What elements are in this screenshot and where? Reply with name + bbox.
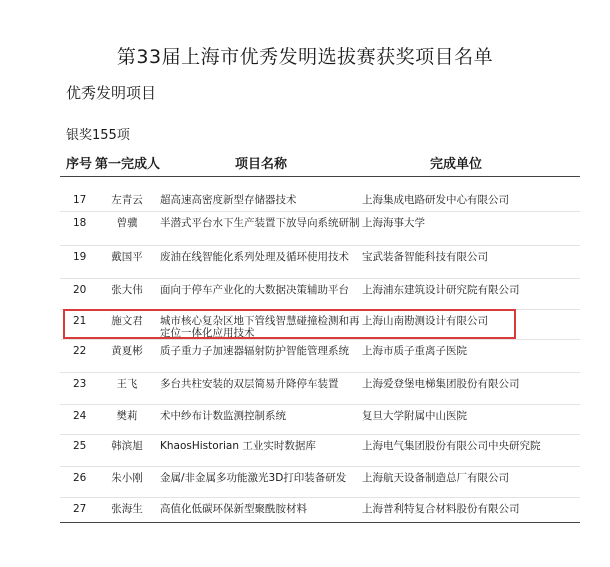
column-header-unit: 完成单位	[430, 157, 483, 172]
column-header-project: 项目名称	[235, 157, 288, 172]
row-separator	[60, 339, 580, 340]
row-person: 戴国平	[111, 251, 143, 263]
row-person: 樊莉	[116, 410, 138, 422]
highlight-box	[63, 309, 516, 339]
row-project: 城市核心复杂区地下管线智慧碰撞检测和再定位一体化应用技术	[160, 315, 360, 339]
row-project: 术中纱布计数监测控制系统	[160, 410, 286, 422]
row-person: 韩滨旭	[111, 440, 143, 452]
row-person: 朱小刚	[111, 472, 143, 484]
row-separator	[60, 372, 580, 373]
row-seq: 22	[73, 345, 87, 357]
row-separator	[60, 404, 580, 405]
row-person: 施文君	[111, 315, 143, 327]
row-unit: 上海山南勘测设计有限公司	[362, 315, 488, 327]
row-unit: 上海海事大学	[362, 217, 425, 229]
table-bottom-rule	[60, 522, 580, 523]
award-group-heading: 银奖155项	[66, 128, 130, 143]
section-heading: 优秀发明项目	[66, 84, 157, 102]
row-project: 金属/非金属多功能激光3D打印装备研发	[160, 472, 347, 484]
row-project: 面向于停车产业化的大数据决策辅助平台	[160, 284, 349, 296]
row-unit: 上海电气集团股份有限公司中央研究院	[362, 440, 541, 452]
row-seq: 26	[73, 472, 87, 484]
row-separator	[60, 278, 580, 279]
row-person: 黄夏彬	[111, 345, 143, 357]
column-header-person: 第一完成人	[95, 157, 161, 172]
row-separator	[60, 245, 580, 246]
row-project: 多台共柱安装的双层简易升降停车装置	[160, 378, 339, 390]
row-unit: 上海市质子重离子医院	[362, 345, 467, 357]
row-person: 王飞	[116, 378, 138, 390]
row-unit: 上海集成电路研发中心有限公司	[362, 194, 509, 206]
row-project: KhaosHistorian 工业实时数据库	[160, 440, 316, 452]
row-unit: 上海爱登堡电梯集团股份有限公司	[362, 378, 520, 390]
row-unit: 上海普利特复合材料股份有限公司	[362, 503, 520, 515]
row-separator	[60, 466, 580, 467]
row-project: 高值化低碳环保新型聚酰胺材料	[160, 503, 307, 515]
table-top-rule	[60, 176, 580, 177]
row-person: 左青云	[111, 194, 143, 206]
row-unit: 上海航天设备制造总厂有限公司	[362, 472, 509, 484]
row-project: 半潜式平台水下生产装置下放导向系统研制	[160, 217, 360, 229]
row-seq: 21	[73, 315, 87, 327]
row-unit: 复旦大学附属中山医院	[362, 410, 467, 422]
row-seq: 18	[73, 217, 87, 229]
row-separator	[60, 434, 580, 435]
row-project: 废油在线智能化系列处理及循环使用技术	[160, 251, 349, 263]
row-unit: 宝武装备智能科技有限公司	[362, 251, 488, 263]
row-seq: 23	[73, 378, 87, 390]
row-seq: 24	[73, 410, 87, 422]
row-seq: 17	[73, 194, 87, 206]
row-project: 质子重力子加速器辐射防护智能管理系统	[160, 345, 349, 357]
row-person: 曾骥	[116, 217, 138, 229]
row-project: 超高速高密度新型存储器技术	[160, 194, 297, 206]
row-seq: 25	[73, 440, 87, 452]
row-person: 张海生	[111, 503, 143, 515]
page-title: 第33届上海市优秀发明选拔赛获奖项目名单	[116, 46, 494, 68]
row-seq: 19	[73, 251, 87, 263]
row-person: 张大伟	[111, 284, 143, 296]
column-header-seq: 序号	[66, 157, 93, 172]
row-seq: 27	[73, 503, 87, 515]
row-separator	[60, 211, 580, 212]
row-seq: 20	[73, 284, 87, 296]
row-separator	[60, 497, 580, 498]
row-unit: 上海浦东建筑设计研究院有限公司	[362, 284, 520, 296]
